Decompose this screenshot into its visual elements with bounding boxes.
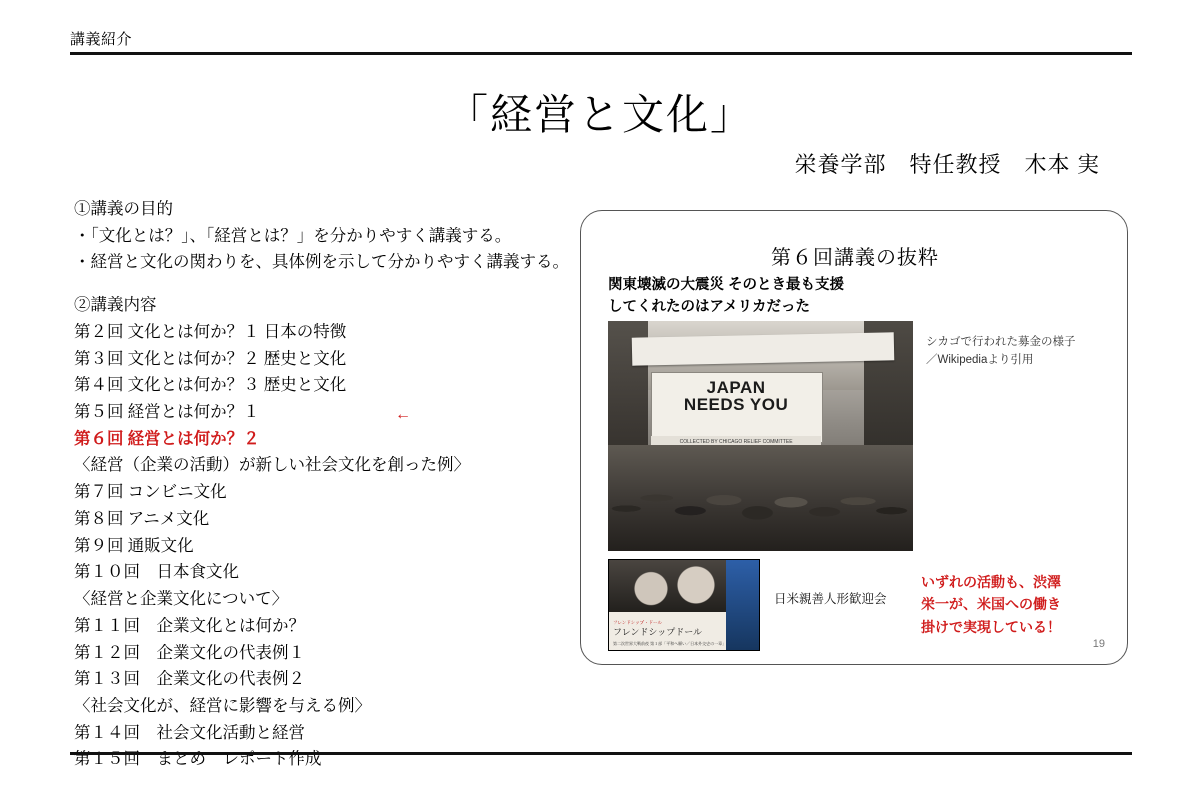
section-heading-content: ②講義内容 [74,295,157,315]
syllabus-item: 第３回 文化とは何か？２ 歴史と文化 [74,348,347,368]
syllabus-note: 〈経営（企業の活動）が新しい社会文化を創った例〉 [74,455,470,475]
purpose-item: ・経営と文化の関わりを、具体例を示して分かりやすく講義する。 [74,252,569,272]
panel-heading [608,275,958,319]
panel-heading-line1: 関東壊滅の大震災 そのとき最も支援 [608,277,845,293]
syllabus-item: 第１３回 企業文化の代表例２ [74,669,305,689]
photo-truck-line1: JAPAN [706,377,766,397]
photo-friendship-doll-book [608,559,760,651]
book-spine [726,560,759,650]
photo-caption [926,333,1106,370]
photo-truck-line2: NEEDS YOU [683,395,789,415]
syllabus-item: 第１０回 日本食文化 [74,562,239,582]
book-cover-text-area [609,612,726,650]
photo-caption-line1: シカゴで行われた募金の様子 [926,336,1076,348]
photo-banner [632,332,895,365]
syllabus-item-highlighted: 第６回 経営とは何か？２ [74,428,260,448]
left-content [74,196,574,773]
lecture-excerpt-panel [580,210,1128,665]
panel-note [921,571,1101,638]
doll-caption: 日米親善人形歓迎会 [774,592,887,606]
panel-page-number: 19 [1092,638,1105,650]
photo-strip-text: COLLECTED BY CHICAGO RELIEF COMMITTEE [651,436,822,450]
footer-divider [70,752,1132,755]
photo-crowd [608,445,913,551]
book-label-sub: 第二次世界大戦前夜 第１部「平和へ願い／日本外交史の一章」 [613,641,727,646]
syllabus-item: 第１１回 企業文化とは何か？ [74,615,305,635]
syllabus-item: 第１２回 企業文化の代表例１ [74,642,305,662]
book-label-main: フレンドシップドール [613,627,703,637]
syllabus-item: 第７回 コンビニ文化 [74,482,227,502]
syllabus-note: 〈経営と企業文化について〉 [74,589,289,609]
section-heading-purpose: ①講義の目的 [74,199,173,218]
photo-caption-line2: ／Wikipediaより引用 [926,354,1034,367]
book-label-small: フレンドシップ・ドール [613,620,663,625]
spacer [74,276,574,292]
arrow-icon: ← [395,406,411,423]
syllabus-note: 〈社会文化が、経営に影響を与える例〉 [74,695,371,715]
byline: 栄養学部 特任教授 木本 実 [794,152,1100,177]
header-label: 講義紹介 [70,32,133,48]
syllabus-item: 第１５回 まとめ レポート作成 [74,749,322,769]
panel-note-line3: 掛けで実現している！ [921,618,1061,635]
syllabus-item: 第１４回 社会文化活動と経営 [74,722,305,742]
panel-heading-line2: してくれたのはアメリカだった [608,298,810,315]
syllabus-item: 第４回 文化とは何か？３ 歴史と文化 [74,375,347,395]
purpose-item: ・「文化とは？」、「経営とは？」を分かりやすく講義する。 [74,225,512,245]
page-title: 「経営と文化」 [445,93,754,139]
header-divider [70,52,1132,55]
panel-note-line2: 栄一が、米国への働き [921,596,1061,613]
syllabus-item: 第９回 通販文化 [74,535,194,555]
syllabus-item: 第２回 文化とは何か？１ 日本の特徴 [74,321,347,341]
panel-note-line1: いずれの活動も、渋澤 [921,574,1061,590]
panel-title: 第６回講義の抜粋 [771,247,939,269]
syllabus-item: 第５回 経営とは何か？１ [74,402,260,422]
photo-truck-text [657,379,816,415]
photo-chicago-relief [608,321,913,551]
syllabus-item: 第８回 アニメ文化 [74,508,210,528]
